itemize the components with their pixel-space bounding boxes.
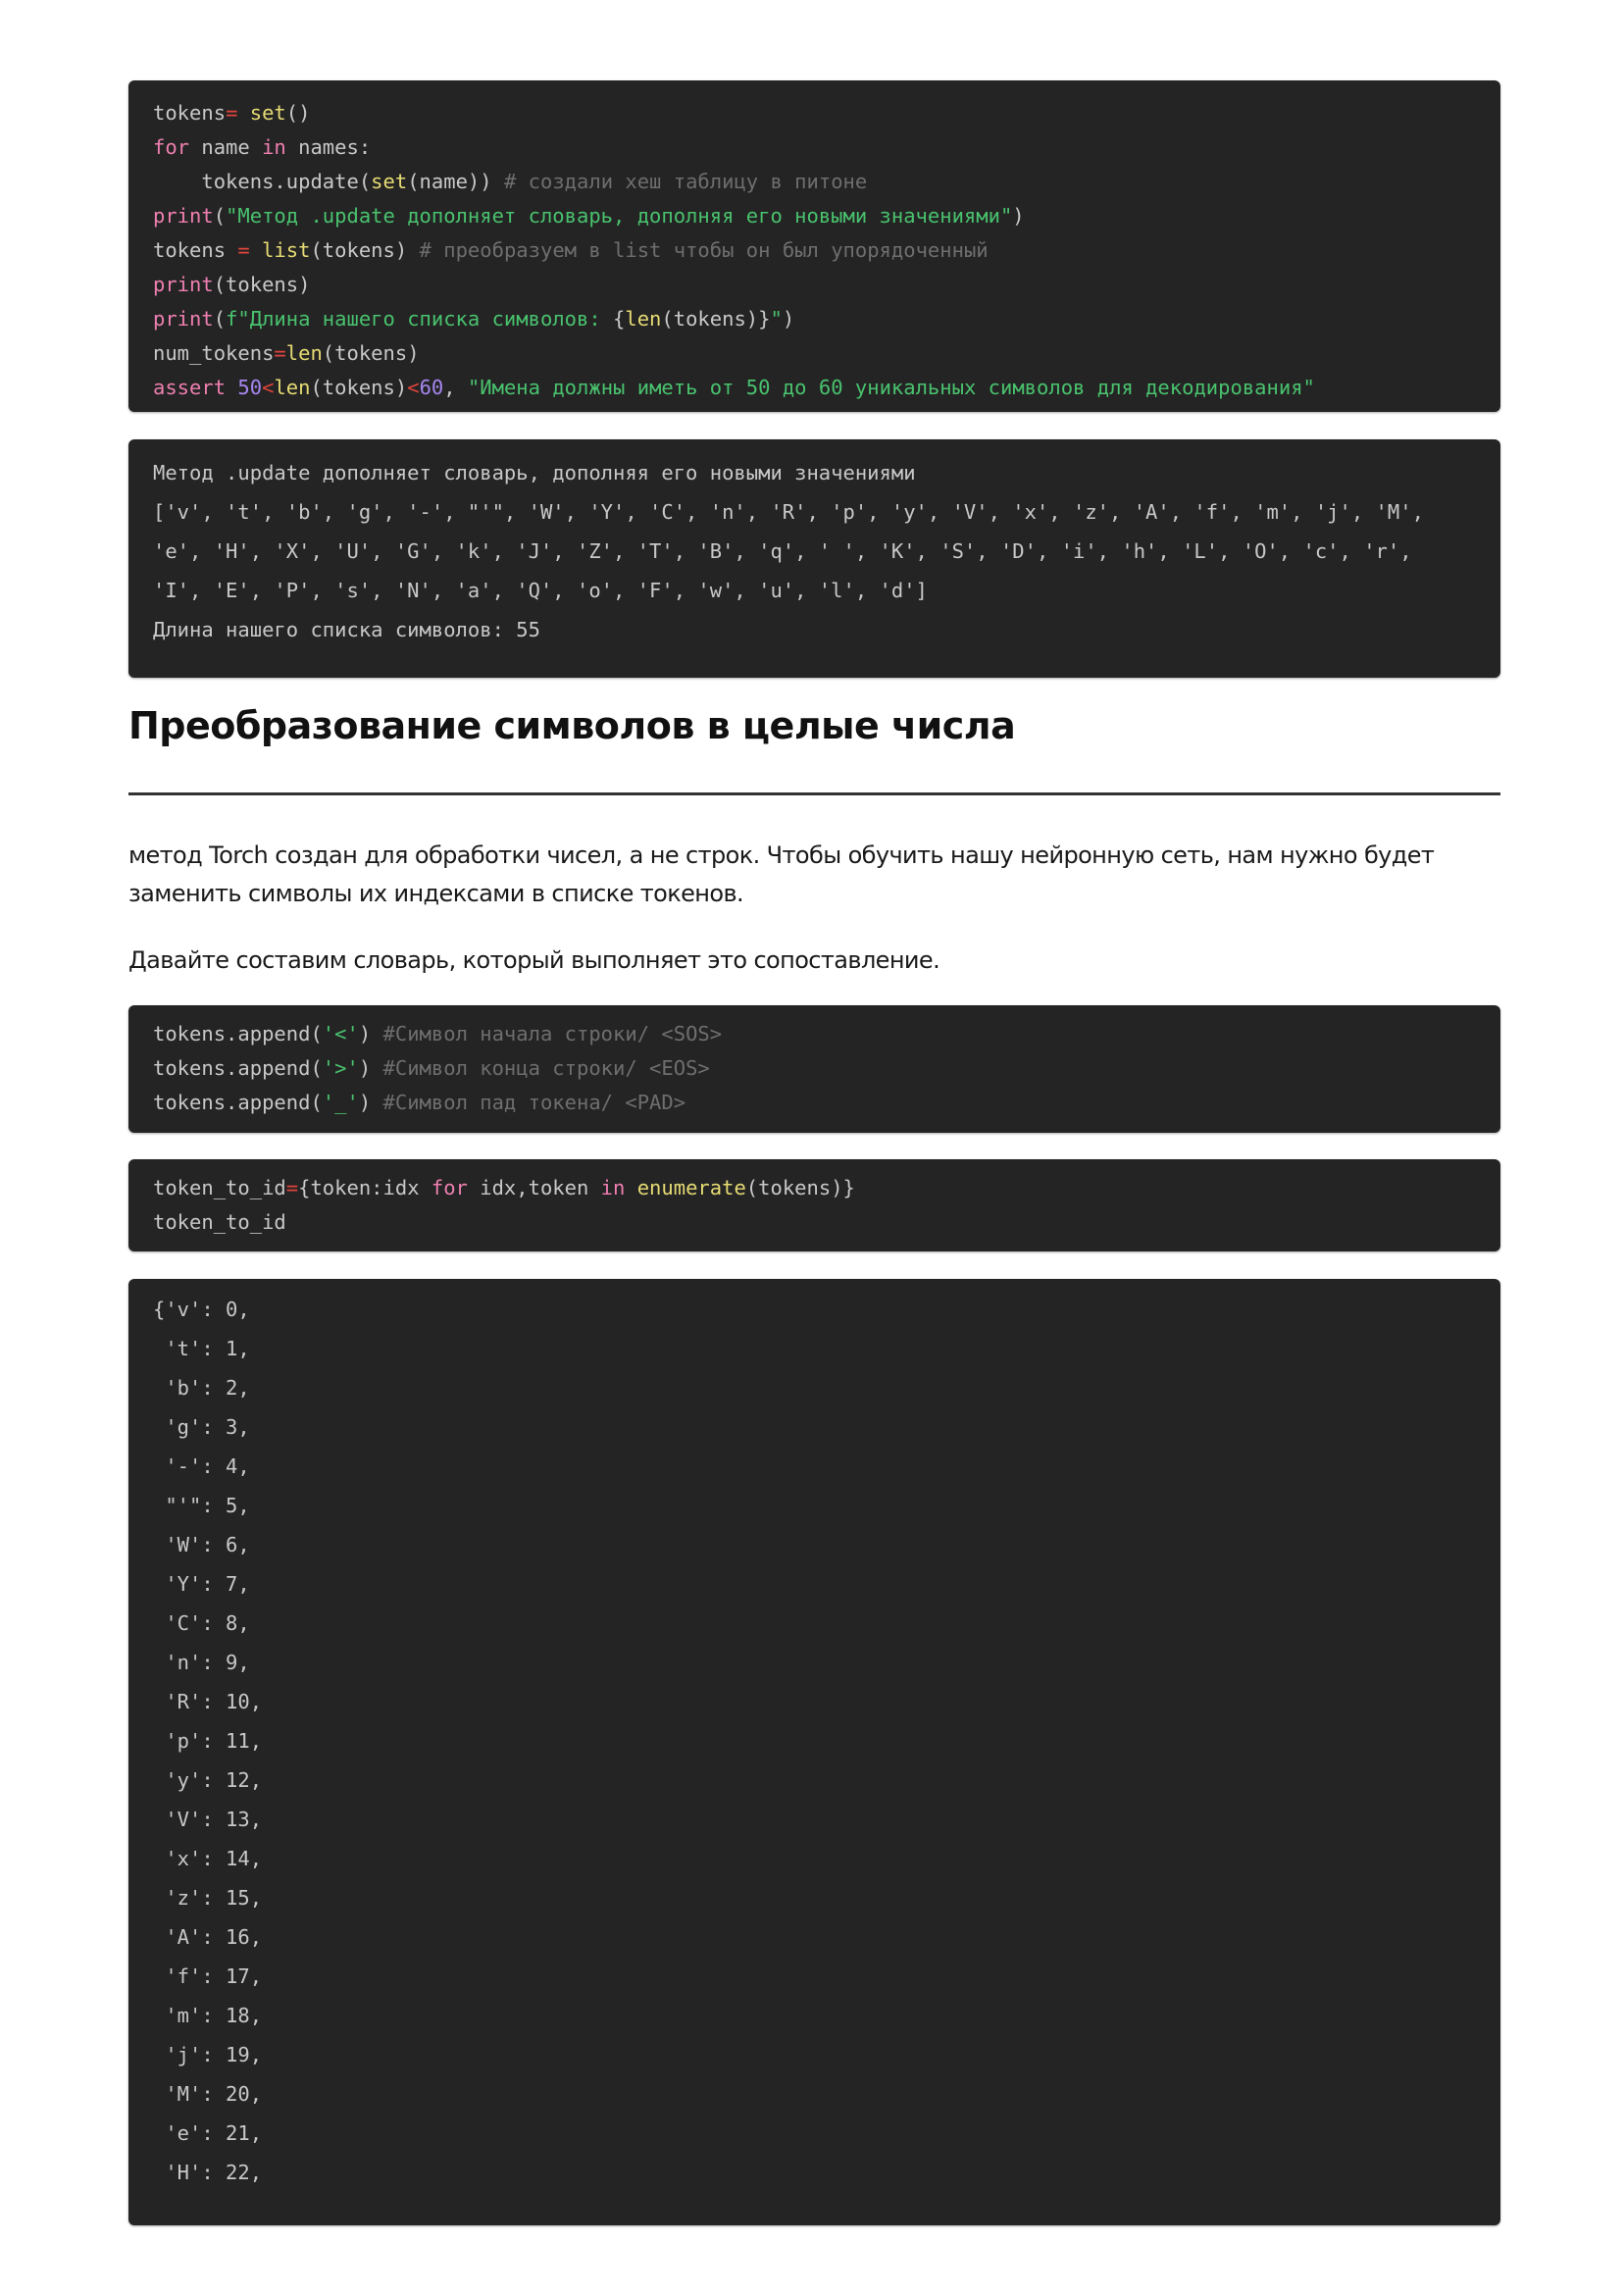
- code-line: [153, 371, 1476, 405]
- code-line: [153, 1051, 1476, 1086]
- code-token: token_to_id: [153, 1176, 286, 1199]
- code-token: ): [358, 1091, 383, 1114]
- code-token: ): [782, 307, 795, 331]
- code-line: [153, 1017, 1476, 1051]
- code-token: (tokens): [310, 238, 420, 262]
- output-line: ['v', 't', 'b', 'g', '-', "'", 'W', 'Y', 'C', 'n', 'R', 'p', 'y', 'V', 'x', 'z', 'A', 'f', 'm', 'j', 'M',: [153, 500, 1424, 524]
- code-token: tokens.append(: [153, 1056, 323, 1080]
- code-token: =: [226, 101, 238, 125]
- code-line: [153, 96, 1476, 130]
- code-token: (tokens)}: [661, 307, 771, 331]
- code-token: =: [274, 341, 286, 365]
- code-token: token_to_id: [153, 1210, 286, 1234]
- paragraph-build-dictionary: Давайте составим словарь, который выполняет это сопоставление.: [128, 946, 940, 974]
- code-token: tokens.update(: [153, 170, 372, 193]
- code-line: [153, 233, 1476, 268]
- output-line: 'f': 17,: [153, 1964, 263, 1988]
- paragraph-torch-explanation: метод Torch создан для обработки чисел, а не строк. Чтобы обучить нашу нейронную сеть, нам нужно будет заменить символы их индексами в списке токенов.: [128, 841, 1435, 907]
- code-token: ): [358, 1022, 383, 1045]
- code-token: =: [237, 238, 250, 262]
- code-token: list: [262, 238, 311, 262]
- code-token: enumerate: [636, 1176, 746, 1199]
- code-token: len: [625, 307, 662, 331]
- code-token: assert: [153, 376, 227, 399]
- code-token: 50: [237, 376, 263, 399]
- code-token: tokens.append(: [153, 1091, 323, 1114]
- code-token: <: [262, 376, 275, 399]
- output-line: 'm': 18,: [153, 2004, 263, 2027]
- output-line: '-': 4,: [153, 1454, 250, 1478]
- code-token: tokens.append(: [153, 1022, 323, 1045]
- code-line: [153, 1086, 1476, 1120]
- code-token: print: [153, 273, 214, 296]
- code-token: #Символ конца строки/ <EOS>: [382, 1056, 710, 1080]
- output-line: 'M': 20,: [153, 2082, 263, 2106]
- code-token: (tokens): [213, 273, 311, 296]
- code-token: ): [1012, 204, 1025, 228]
- code-line: [153, 336, 1476, 371]
- code-token: len: [274, 376, 311, 399]
- output-line: 'V': 13,: [153, 1808, 263, 1831]
- output-line: 'I', 'E', 'P', 's', 'N', 'a', 'Q', 'o', 'F', 'w', 'u', 'l', 'd']: [153, 579, 928, 602]
- code-token: name: [189, 135, 263, 159]
- code-token: names:: [285, 135, 372, 159]
- code-token: (name)): [407, 170, 504, 193]
- output-line: 'b': 2,: [153, 1376, 250, 1400]
- output-line: 'Y': 7,: [153, 1572, 250, 1596]
- output-line: 'A': 16,: [153, 1925, 263, 1949]
- code-token: <: [407, 376, 420, 399]
- output-line: {'v': 0,: [153, 1298, 250, 1321]
- output-line: 'R': 10,: [153, 1690, 263, 1713]
- code-token: for: [431, 1176, 468, 1199]
- output-line: 'z': 15,: [153, 1886, 263, 1910]
- code-token: '>': [322, 1056, 359, 1080]
- code-token: (tokens): [322, 341, 420, 365]
- output-line: 'j': 19,: [153, 2043, 263, 2066]
- output-line: 'e': 21,: [153, 2121, 263, 2145]
- output-cell-token-to-id-dict: [128, 1279, 1500, 2225]
- code-token: # преобразуем в list чтобы он был упорядоченный: [419, 238, 989, 262]
- code-token: ): [358, 1056, 383, 1080]
- code-token: tokens: [153, 238, 238, 262]
- code-line: [153, 1171, 1476, 1205]
- code-cell-token-set[interactable]: [128, 80, 1500, 412]
- output-line: Метод .update дополняет словарь, дополняя его новыми значениями: [153, 461, 916, 484]
- section-heading: Преобразование символов в целые числа: [128, 704, 1016, 747]
- code-token: [237, 101, 249, 125]
- code-token: (tokens): [310, 376, 408, 399]
- code-line: [153, 130, 1476, 165]
- code-token: 60: [419, 376, 444, 399]
- output-cell-token-list: [128, 439, 1500, 678]
- output-line: 'p': 11,: [153, 1729, 263, 1753]
- code-token: ,: [443, 376, 468, 399]
- code-token: (: [213, 204, 227, 228]
- code-token: for: [153, 135, 190, 159]
- code-line: [153, 1205, 1476, 1240]
- code-token: [250, 238, 262, 262]
- code-token: # создали хеш таблицу в питоне: [503, 170, 868, 193]
- output-line: 'n': 9,: [153, 1651, 250, 1674]
- code-token: [226, 376, 237, 399]
- code-line: [153, 268, 1476, 302]
- code-token: set: [371, 170, 408, 193]
- code-token: '<': [322, 1022, 359, 1045]
- output-line: 'e', 'H', 'X', 'U', 'G', 'k', 'J', 'Z', 'T', 'B', 'q', ' ', 'K', 'S', 'D', 'i', 'h', 'L', 'O', 'c', 'r',: [153, 539, 1412, 563]
- code-line: [153, 302, 1476, 336]
- heading-divider: [128, 792, 1500, 795]
- code-token: #Символ начала строки/ <SOS>: [382, 1022, 723, 1045]
- code-token: in: [262, 135, 286, 159]
- code-token: {: [613, 307, 626, 331]
- output-line: 'g': 3,: [153, 1415, 250, 1439]
- output-line: 'H': 22,: [153, 2161, 263, 2184]
- code-line: [153, 199, 1476, 233]
- code-token: [625, 1176, 636, 1199]
- code-token: "Имена должны иметь от 50 до 60 уникальных символов для декодирования": [467, 376, 1315, 399]
- code-token: ": [770, 307, 783, 331]
- code-cell-append-special-tokens[interactable]: [128, 1005, 1500, 1133]
- code-token: print: [153, 307, 214, 331]
- code-token: tokens: [153, 101, 227, 125]
- code-token: (tokens)}: [745, 1176, 855, 1199]
- code-token: print: [153, 204, 214, 228]
- output-line: 't': 1,: [153, 1337, 250, 1360]
- output-line: Длина нашего списка символов: 55: [153, 618, 540, 641]
- code-token: "Метод .update дополняет словарь, дополняя его новыми значениями": [226, 204, 1013, 228]
- output-line: 'C': 8,: [153, 1611, 250, 1635]
- code-token: set: [249, 101, 286, 125]
- code-token: {token:idx: [298, 1176, 431, 1199]
- code-line: [153, 165, 1476, 199]
- code-token: (): [285, 101, 311, 125]
- code-token: len: [285, 341, 323, 365]
- code-token: num_tokens: [153, 341, 275, 365]
- code-cell-token-to-id[interactable]: [128, 1159, 1500, 1251]
- code-token: f"Длина нашего списка символов:: [226, 307, 614, 331]
- code-token: '_': [322, 1091, 359, 1114]
- code-token: (: [213, 307, 227, 331]
- output-line: 'y': 12,: [153, 1768, 263, 1792]
- code-token: =: [285, 1176, 299, 1199]
- code-token: in: [600, 1176, 626, 1199]
- output-line: "'": 5,: [153, 1494, 250, 1517]
- code-token: #Символ пад токена/ <PAD>: [382, 1091, 686, 1114]
- output-line: 'W': 6,: [153, 1533, 250, 1556]
- code-token: idx,token: [467, 1176, 601, 1199]
- output-line: 'x': 14,: [153, 1847, 263, 1870]
